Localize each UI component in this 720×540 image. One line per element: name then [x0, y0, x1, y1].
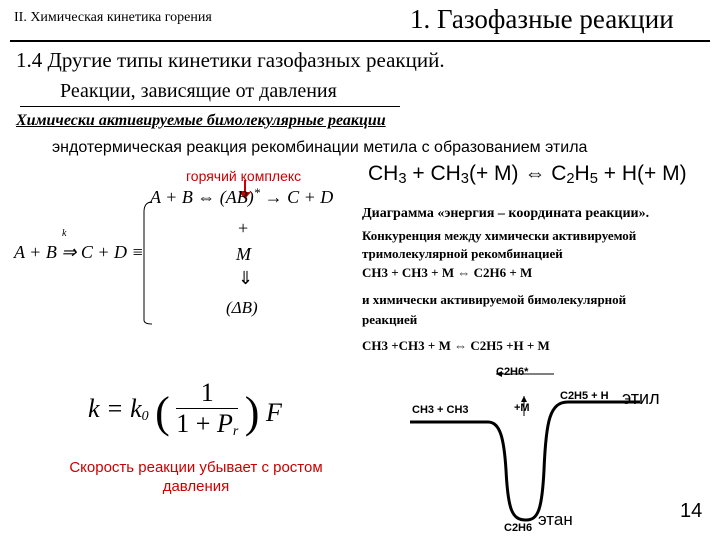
energy-right-label: C2H5 + H	[560, 390, 609, 402]
rate-formula: $k = k_0$ ( $\frac{1}{1 + P_r}$ ) F	[88, 378, 282, 439]
reaction-description: эндотермическая реакция рекомбинации метила с образованием этила	[52, 139, 588, 156]
subheading: Реакции, зависящие от давления	[60, 80, 337, 102]
energy-plus-m: +M	[514, 402, 530, 414]
page-number: 14	[680, 500, 703, 522]
italic-heading: Химически активируемые бимолекулярные реакции	[16, 112, 386, 129]
diagram-line3: тримолекулярной рекомбинацией	[362, 246, 563, 261]
ethyl-label: этил	[622, 388, 660, 408]
mechanism-m: M	[236, 244, 251, 264]
diagram-line4: и химически активируемой бимолекулярной	[362, 292, 627, 307]
diagram-line5: реакцией	[362, 312, 418, 327]
mechanism-top-line: A + B ⇔ (AB)* → C + D	[150, 186, 334, 207]
subtitle: 1.4 Другие типы кинетики газофазных реакций.	[16, 48, 445, 72]
header-divider	[10, 40, 710, 42]
rate-k-label: k	[62, 228, 67, 239]
energy-bottom-label: C2H6	[504, 522, 533, 534]
diagram-line2: Конкуренция между химически активируемой	[362, 228, 637, 243]
rate-note: Скорость реакции убывает с ростом давления	[69, 459, 323, 495]
mechanism-plus: +	[238, 218, 249, 238]
energy-top-label: C2H6*	[496, 366, 529, 378]
subheading-underline	[20, 106, 400, 107]
scheme-brace	[140, 200, 154, 326]
mechanism-down-arrow-icon: ⇓	[238, 268, 254, 288]
equilibrium-arrow-icon: ⇔	[524, 162, 546, 185]
hot-complex-label: горячий комплекс	[186, 168, 302, 184]
page-title: 1. Газофазные реакции	[410, 4, 674, 34]
diagram-eq1: CH3 + CH3 + M ⇔ C2H6 + M	[362, 265, 533, 280]
ethane-label: этан	[538, 510, 573, 529]
diagram-eq2: CH3 +CH3 + M ⇔ C2H5 +H + M	[362, 338, 550, 353]
section-title: II. Химическая кинетика горения	[14, 10, 212, 25]
energy-left-label: CH3 + CH3	[412, 404, 469, 416]
mechanism-left: A + B ⇒ C + D ≡	[14, 242, 144, 262]
mechanism-delta-b: (ΔB)	[226, 298, 258, 317]
reaction-main: $CH_3 + CH_3(+ M)$ ⇔ $C_2H_5 + H(+ M)$	[368, 162, 687, 187]
diagram-line1: Диаграмма «энергия – координата реакции».	[362, 206, 650, 221]
